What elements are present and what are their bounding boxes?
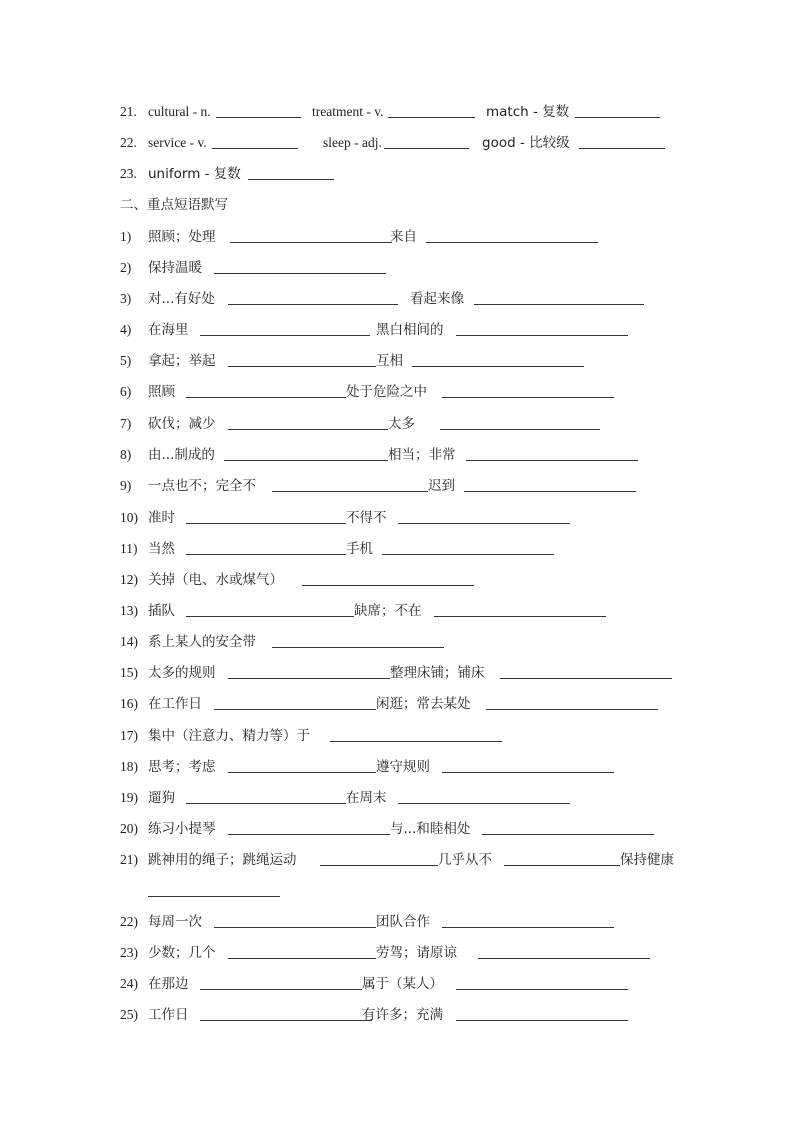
answer-blank[interactable] xyxy=(320,865,438,866)
item-number: 1) xyxy=(120,229,132,244)
phrase-row xyxy=(120,819,680,839)
phrase-prompt: 闲逛；常去某处 xyxy=(376,696,471,712)
phrase-prompt: 看起来像 xyxy=(410,291,464,307)
item-number: 3) xyxy=(120,291,132,306)
phrase-row xyxy=(120,757,680,777)
answer-blank[interactable] xyxy=(500,678,672,679)
answer-blank[interactable] xyxy=(230,242,392,243)
answer-blank[interactable] xyxy=(228,366,376,367)
phrase-prompt: 有许多；充满 xyxy=(362,1007,443,1023)
phrase-row xyxy=(120,632,680,652)
phrase-row xyxy=(120,694,680,714)
section-title: 二、重点短语默写 xyxy=(120,197,228,213)
phrase-prompt: 每周一次 xyxy=(148,914,202,930)
phrase-row xyxy=(120,476,680,496)
answer-blank[interactable] xyxy=(579,148,665,149)
phrase-prompt: 迟到 xyxy=(428,478,455,494)
prompt-service: service - v. xyxy=(148,135,207,150)
phrase-prompt: 遛狗 xyxy=(148,790,175,806)
phrase-prompt: 由...制成的 xyxy=(148,447,215,463)
phrase-prompt: 团队合作 xyxy=(376,914,430,930)
answer-blank[interactable] xyxy=(474,304,644,305)
phrase-row xyxy=(120,320,680,340)
prompt-cultural: cultural - n. xyxy=(148,104,211,119)
answer-blank[interactable] xyxy=(486,709,658,710)
item-number: 7) xyxy=(120,416,132,431)
phrase-row xyxy=(120,258,680,278)
answer-blank[interactable] xyxy=(456,989,628,990)
answer-blank[interactable] xyxy=(214,273,386,274)
phrase-row xyxy=(120,351,680,371)
phrase-row xyxy=(120,1005,680,1025)
answer-blank[interactable] xyxy=(482,834,654,835)
phrase-prompt: 集中（注意力、精力等）于 xyxy=(148,728,310,744)
phrase-prompt: 练习小提琴 xyxy=(148,821,216,837)
phrase-prompt: 手机 xyxy=(346,541,373,557)
phrase-prompt: 遵守规则 xyxy=(376,759,430,775)
phrase-prompt: 劳驾；请原谅 xyxy=(376,945,457,961)
item-number: 9) xyxy=(120,478,132,493)
answer-blank[interactable] xyxy=(200,1020,372,1021)
phrase-row xyxy=(120,227,680,247)
phrase-prompt: 太多 xyxy=(388,416,415,432)
item-number: 24) xyxy=(120,976,138,991)
answer-blank[interactable] xyxy=(248,179,334,180)
phrase-prompt: 照顾 xyxy=(148,384,175,400)
answer-blank[interactable] xyxy=(442,397,614,398)
phrase-prompt: 互相 xyxy=(376,353,403,369)
item-number: 17) xyxy=(120,728,138,743)
answer-blank[interactable] xyxy=(228,304,398,305)
phrase-prompt: 关掉（电、水或煤气） xyxy=(148,572,283,588)
phrase-prompt: 保持温暖 xyxy=(148,260,202,276)
phrase-prompt: 当然 xyxy=(148,541,175,557)
phrase-prompt: 一点也不；完全不 xyxy=(148,478,256,494)
answer-blank[interactable] xyxy=(272,491,428,492)
phrase-row xyxy=(120,850,680,870)
phrase-row xyxy=(120,570,680,590)
answer-blank[interactable] xyxy=(398,523,570,524)
phrase-prompt: 在工作日 xyxy=(148,696,202,712)
vocab-row-23 xyxy=(120,164,420,184)
phrase-prompt: 工作日 xyxy=(148,1007,189,1023)
phrase-prompt: 系上某人的安全带 xyxy=(148,634,256,650)
answer-blank[interactable] xyxy=(412,366,584,367)
phrase-prompt: 缺席；不在 xyxy=(354,603,422,619)
item-number: 6) xyxy=(120,384,132,399)
item-number: 16) xyxy=(120,696,138,711)
item-number: 23. xyxy=(120,166,137,181)
item-number: 20) xyxy=(120,821,138,836)
phrase-prompt: 来自 xyxy=(390,229,417,245)
item-number: 13) xyxy=(120,603,138,618)
answer-blank[interactable] xyxy=(426,242,598,243)
phrase-prompt: 相当；非常 xyxy=(388,447,456,463)
answer-blank[interactable] xyxy=(186,803,346,804)
phrase-row xyxy=(120,943,680,963)
vocab-row-22 xyxy=(120,133,680,153)
phrase-prompt: 跳神用的绳子；跳绳运动 xyxy=(148,852,297,868)
phrase-row xyxy=(120,382,680,402)
phrase-row xyxy=(120,726,680,746)
phrase-row xyxy=(120,508,680,528)
item-number: 11) xyxy=(120,541,138,556)
answer-blank[interactable] xyxy=(456,335,628,336)
phrase-prompt: 保持健康 xyxy=(620,852,674,868)
item-number: 18) xyxy=(120,759,138,774)
answer-blank[interactable] xyxy=(224,460,388,461)
phrase-prompt: 在周末 xyxy=(346,790,387,806)
phrase-prompt: 几乎从不 xyxy=(438,852,492,868)
answer-blank[interactable] xyxy=(504,865,620,866)
answer-blank[interactable] xyxy=(228,834,390,835)
phrase-row xyxy=(120,974,680,994)
phrase-row xyxy=(120,414,680,434)
item-number: 23) xyxy=(120,945,138,960)
answer-blank[interactable] xyxy=(272,647,444,648)
answer-blank[interactable] xyxy=(478,958,650,959)
answer-blank[interactable] xyxy=(148,896,280,897)
item-number: 14) xyxy=(120,634,138,649)
answer-blank[interactable] xyxy=(186,616,354,617)
answer-blank[interactable] xyxy=(575,117,660,118)
answer-blank[interactable] xyxy=(216,117,301,118)
answer-blank[interactable] xyxy=(228,772,376,773)
phrase-prompt: 少数；几个 xyxy=(148,945,216,961)
prompt-uniform: uniform - 复数 xyxy=(148,166,241,182)
phrase-prompt: 对...有好处 xyxy=(148,291,215,307)
prompt-sleep: sleep - adj. xyxy=(323,135,382,150)
answer-blank[interactable] xyxy=(464,491,636,492)
item-number: 10) xyxy=(120,510,138,525)
answer-blank[interactable] xyxy=(384,148,469,149)
phrase-prompt: 处于危险之中 xyxy=(346,384,427,400)
answer-blank[interactable] xyxy=(214,927,376,928)
answer-blank[interactable] xyxy=(186,397,346,398)
answer-blank[interactable] xyxy=(302,585,474,586)
answer-blank[interactable] xyxy=(388,117,475,118)
phrase-prompt: 整理床铺；铺床 xyxy=(390,665,485,681)
phrase-prompt: 照顾；处理 xyxy=(148,229,216,245)
phrase-row xyxy=(120,539,680,559)
phrase-row xyxy=(120,289,680,309)
phrase-row xyxy=(120,445,680,465)
item-number: 25) xyxy=(120,1007,138,1022)
prompt-treatment: treatment - v. xyxy=(312,104,384,119)
phrase-row xyxy=(120,663,680,683)
answer-blank[interactable] xyxy=(330,741,502,742)
answer-blank[interactable] xyxy=(382,554,554,555)
phrase-prompt: 太多的规则 xyxy=(148,665,216,681)
phrase-row xyxy=(120,788,680,808)
answer-blank[interactable] xyxy=(200,335,370,336)
phrase-prompt: 黑白相间的 xyxy=(376,322,444,338)
item-number: 15) xyxy=(120,665,138,680)
answer-blank[interactable] xyxy=(434,616,606,617)
phrase-prompt: 属于（某人） xyxy=(362,976,443,992)
phrase-prompt: 不得不 xyxy=(346,510,387,526)
item-number: 4) xyxy=(120,322,132,337)
answer-blank[interactable] xyxy=(214,709,376,710)
phrase-prompt: 在海里 xyxy=(148,322,189,338)
answer-blank[interactable] xyxy=(466,460,638,461)
vocab-row-21 xyxy=(120,102,680,122)
answer-blank[interactable] xyxy=(212,148,298,149)
item-number: 22) xyxy=(120,914,138,929)
item-number: 21. xyxy=(120,104,137,119)
answer-blank[interactable] xyxy=(398,803,570,804)
answer-blank[interactable] xyxy=(228,958,376,959)
answer-blank[interactable] xyxy=(228,429,388,430)
phrase-prompt: 准时 xyxy=(148,510,175,526)
answer-blank[interactable] xyxy=(440,429,600,430)
item-number: 5) xyxy=(120,353,132,368)
item-number: 12) xyxy=(120,572,138,587)
answer-blank[interactable] xyxy=(442,772,614,773)
prompt-match: match - 复数 xyxy=(486,104,570,120)
phrase-prompt: 砍伐；减少 xyxy=(148,416,216,432)
item-number: 8) xyxy=(120,447,132,462)
phrase-prompt: 思考；考虑 xyxy=(148,759,216,775)
prompt-good: good - 比较级 xyxy=(482,135,570,151)
answer-blank[interactable] xyxy=(456,1020,628,1021)
phrase-prompt: 插队 xyxy=(148,603,175,619)
item-number: 21) xyxy=(120,852,138,867)
answer-blank[interactable] xyxy=(228,678,390,679)
answer-blank[interactable] xyxy=(442,927,614,928)
item-number: 2) xyxy=(120,260,132,275)
phrase-prompt: 在那边 xyxy=(148,976,189,992)
phrase-row xyxy=(120,601,680,621)
phrase-row-continuation xyxy=(120,881,320,901)
item-number: 22. xyxy=(120,135,137,150)
item-number: 19) xyxy=(120,790,138,805)
answer-blank[interactable] xyxy=(186,554,346,555)
phrase-prompt: 与...和睦相处 xyxy=(390,821,471,837)
phrase-prompt: 拿起；举起 xyxy=(148,353,216,369)
phrase-row xyxy=(120,912,680,932)
answer-blank[interactable] xyxy=(200,989,362,990)
answer-blank[interactable] xyxy=(186,523,346,524)
